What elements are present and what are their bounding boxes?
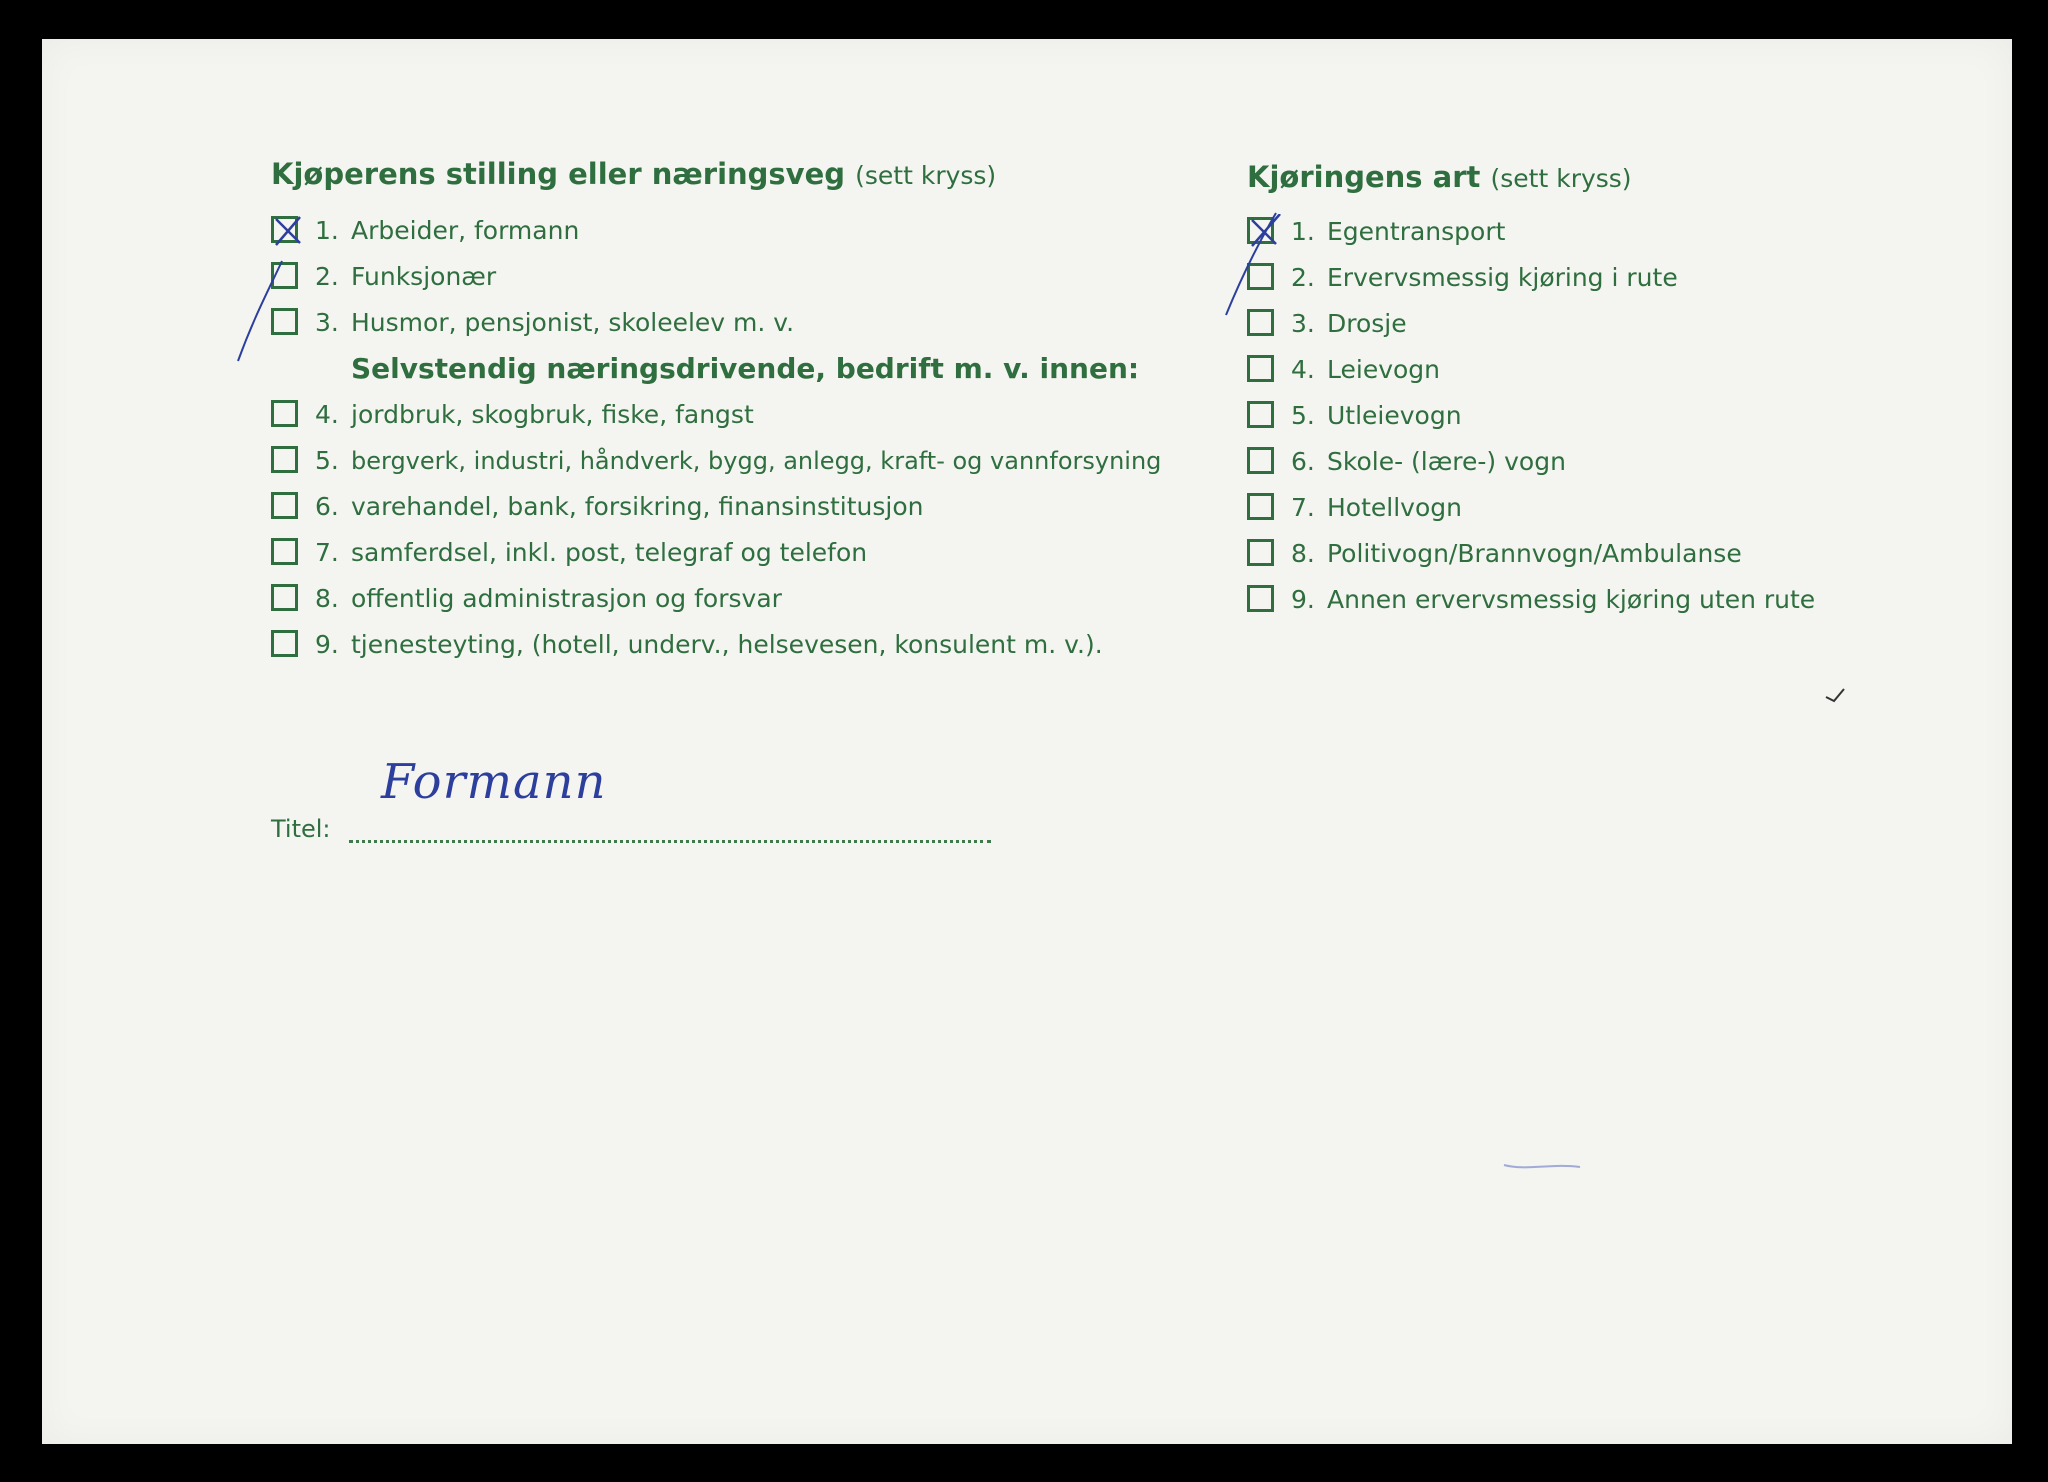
item-label: Skole- (lære-) vogn bbox=[1327, 447, 1566, 476]
cross-mark-icon bbox=[270, 213, 306, 249]
list-item bbox=[271, 622, 1291, 668]
list-item bbox=[271, 484, 1291, 530]
buyer-occupation-list-a bbox=[271, 208, 1291, 346]
item-label: Funksjonær bbox=[351, 262, 497, 291]
title-field-row bbox=[271, 754, 991, 854]
driving-type-heading bbox=[1247, 155, 1947, 199]
item-number: 9. bbox=[1291, 585, 1315, 614]
list-item bbox=[271, 254, 1291, 300]
item-label: Husmor, pensjonist, skoleelev m. v. bbox=[351, 308, 795, 337]
item-number: 1. bbox=[1291, 217, 1315, 246]
checkbox-occupation-7[interactable] bbox=[271, 538, 298, 565]
list-item bbox=[1247, 347, 1947, 393]
item-label: bergverk, industri, håndverk, bygg, anlegg, kraft- og vannforsyning bbox=[351, 447, 1162, 475]
checkbox-occupation-9[interactable] bbox=[271, 630, 298, 657]
title-dotted-line bbox=[349, 840, 991, 843]
pen-dash-icon bbox=[1502, 1159, 1582, 1173]
item-number: 2. bbox=[315, 262, 339, 291]
item-label: Egentransport bbox=[1327, 217, 1506, 246]
item-number: 5. bbox=[315, 446, 339, 475]
list-item bbox=[1247, 393, 1947, 439]
item-number: 1. bbox=[315, 216, 339, 245]
self-employed-subheading: Selvstendig næringsdrivende, bedrift m. v. innen: bbox=[351, 352, 1140, 385]
list-item bbox=[271, 438, 1291, 484]
item-label: Drosje bbox=[1327, 309, 1407, 338]
title-label: Titel: bbox=[271, 815, 331, 843]
checkbox-occupation-6[interactable] bbox=[271, 492, 298, 519]
list-item bbox=[1247, 255, 1947, 301]
checkbox-occupation-5[interactable] bbox=[271, 446, 298, 473]
buyer-occupation-list-b bbox=[271, 392, 1291, 668]
item-number: 9. bbox=[315, 630, 339, 659]
checkbox-occupation-1[interactable] bbox=[271, 216, 298, 243]
form-sheet bbox=[42, 39, 2012, 1444]
item-number: 2. bbox=[1291, 263, 1315, 292]
item-number: 4. bbox=[315, 400, 339, 429]
list-item bbox=[271, 208, 1291, 254]
item-label: Hotellvogn bbox=[1327, 493, 1462, 522]
list-item bbox=[1247, 577, 1947, 623]
list-item bbox=[271, 392, 1291, 438]
buyer-occupation-heading-note: (sett kryss) bbox=[855, 161, 997, 190]
item-label: tjenesteyting, (hotell, underv., helsevesen, konsulent m. v.). bbox=[351, 630, 1103, 659]
title-handwritten-value[interactable]: Formann bbox=[381, 754, 607, 810]
list-item bbox=[1247, 209, 1947, 255]
item-label: samferdsel, inkl. post, telegraf og telefon bbox=[351, 538, 868, 567]
driving-type-heading-note: (sett kryss) bbox=[1490, 164, 1632, 193]
item-label: offentlig administrasjon og forsvar bbox=[351, 584, 782, 613]
checkbox-driving-6[interactable] bbox=[1247, 447, 1274, 474]
checkbox-driving-5[interactable] bbox=[1247, 401, 1274, 428]
list-item bbox=[1247, 301, 1947, 347]
item-number: 5. bbox=[1291, 401, 1315, 430]
stray-mark-icon bbox=[1824, 685, 1848, 703]
list-item bbox=[1247, 531, 1947, 577]
item-label: jordbruk, skogbruk, fiske, fangst bbox=[351, 400, 754, 429]
item-number: 3. bbox=[315, 308, 339, 337]
driving-type-section bbox=[1247, 155, 1947, 623]
item-number: 3. bbox=[1291, 309, 1315, 338]
item-number: 6. bbox=[315, 492, 339, 521]
item-number: 8. bbox=[1291, 539, 1315, 568]
checkbox-driving-7[interactable] bbox=[1247, 493, 1274, 520]
item-label: Utleievogn bbox=[1327, 401, 1462, 430]
item-label: varehandel, bank, forsikring, finansinstitusjon bbox=[351, 492, 924, 521]
checkbox-driving-8[interactable] bbox=[1247, 539, 1274, 566]
item-number: 4. bbox=[1291, 355, 1315, 384]
list-item bbox=[271, 300, 1291, 346]
item-label: Politivogn/Brannvogn/Ambulanse bbox=[1327, 539, 1742, 568]
item-number: 8. bbox=[315, 584, 339, 613]
list-item bbox=[1247, 439, 1947, 485]
item-label: Leievogn bbox=[1327, 355, 1441, 384]
item-number: 7. bbox=[315, 538, 339, 567]
list-item bbox=[1247, 485, 1947, 531]
driving-type-list bbox=[1247, 209, 1947, 623]
pen-stroke-icon bbox=[232, 257, 292, 367]
checkbox-driving-9[interactable] bbox=[1247, 585, 1274, 612]
checkbox-driving-4[interactable] bbox=[1247, 355, 1274, 382]
checkbox-occupation-4[interactable] bbox=[271, 400, 298, 427]
item-label: Annen ervervsmessig kjøring uten rute bbox=[1327, 585, 1816, 614]
checkbox-occupation-8[interactable] bbox=[271, 584, 298, 611]
buyer-occupation-section bbox=[271, 152, 1291, 668]
buyer-occupation-heading-text: Kjøperens stilling eller næringsveg bbox=[271, 157, 846, 191]
list-item bbox=[271, 530, 1291, 576]
driving-type-heading-text: Kjøringens art bbox=[1247, 160, 1481, 194]
list-item bbox=[271, 576, 1291, 622]
item-number: 7. bbox=[1291, 493, 1315, 522]
item-label: Ervervsmessig kjøring i rute bbox=[1327, 263, 1678, 292]
item-number: 6. bbox=[1291, 447, 1315, 476]
pen-stroke-icon bbox=[1220, 211, 1280, 321]
buyer-occupation-heading bbox=[271, 152, 1291, 196]
item-label: Arbeider, formann bbox=[351, 216, 580, 245]
